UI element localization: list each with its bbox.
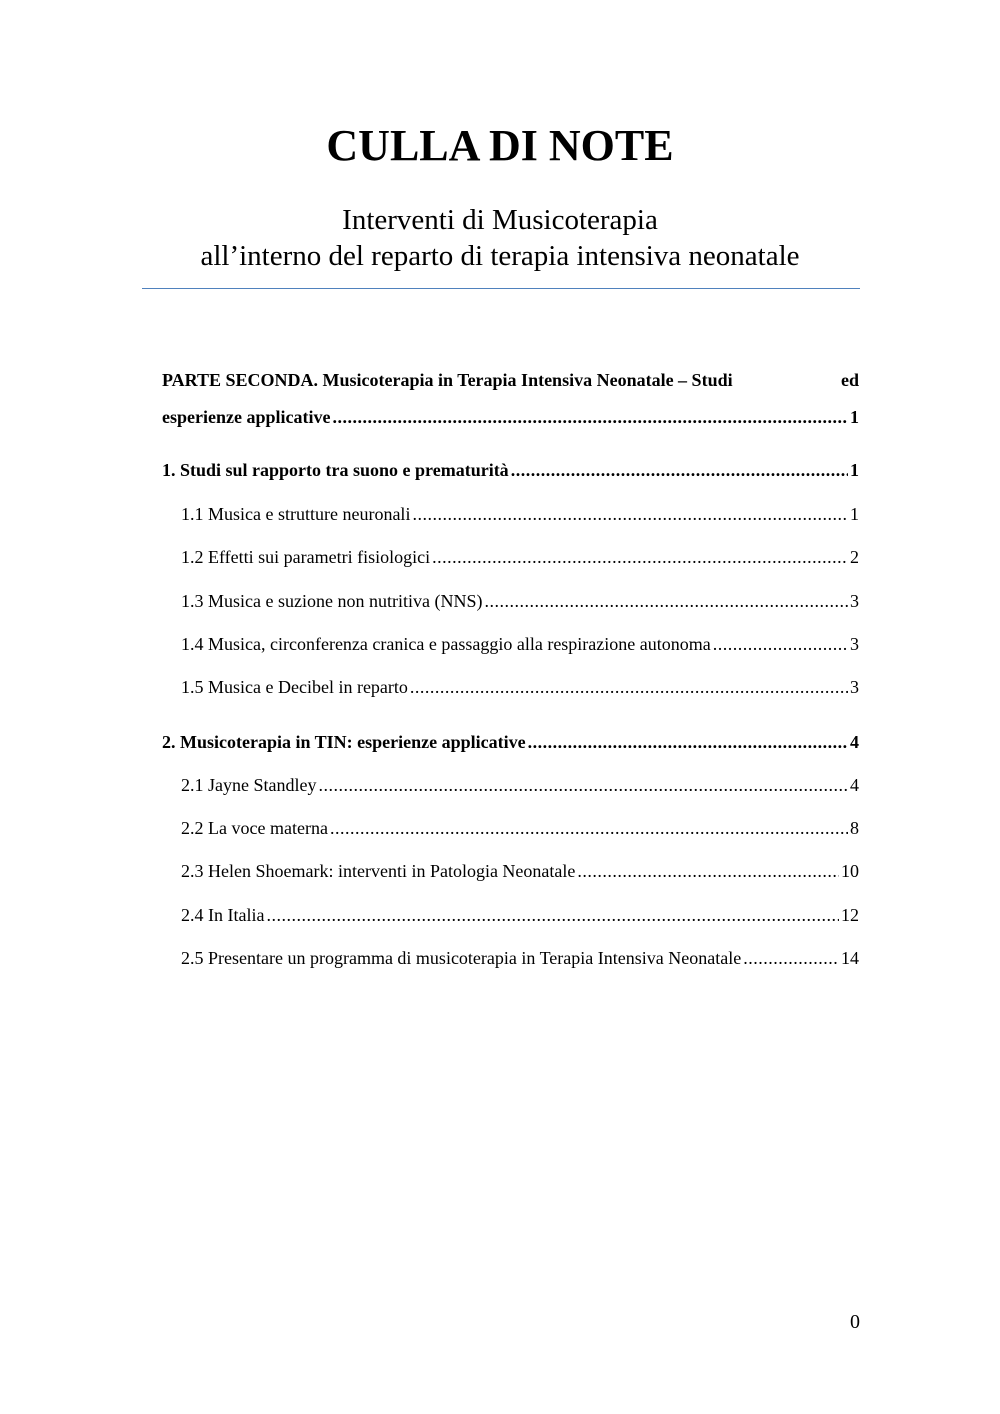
toc-entry-section-1-1[interactable]	[181, 502, 859, 526]
toc-entry-label: esperienze applicative	[162, 407, 331, 427]
toc-entry-page: 3	[850, 591, 859, 611]
toc-entry-label: 2.5 Presentare un programma di musicoterapia in Terapia Intensiva Neonatale	[181, 948, 742, 968]
toc-entry-page: 2	[850, 547, 859, 567]
toc-entry-page: 3	[850, 677, 859, 697]
toc-entry-label: 2.4 In Italia	[181, 905, 265, 925]
subtitle-line-1: Interventi di Musicoterapia	[342, 204, 658, 236]
toc-entry-section-2-2[interactable]	[181, 816, 859, 840]
toc-entry-page: 3	[850, 634, 859, 654]
toc-leader-dots	[528, 730, 848, 754]
toc-entry-label: 1.1 Musica e strutture neuronali	[181, 504, 411, 524]
toc-entry-page: 14	[841, 948, 859, 968]
toc-leader-dots	[484, 589, 848, 613]
toc-leader-dots	[713, 632, 848, 656]
toc-leader-dots	[266, 903, 839, 927]
toc-entry-page: 4	[850, 775, 859, 795]
toc-leader-dots	[577, 859, 839, 883]
toc-leader-dots	[743, 946, 839, 970]
toc-entry-label: 2. Musicoterapia in TIN: esperienze applicative	[162, 732, 526, 752]
toc-entry-label: 1. Studi sul rapporto tra suono e prematurità	[162, 460, 509, 480]
toc-entry-section-1-3[interactable]	[181, 589, 859, 613]
toc-leader-dots	[511, 458, 848, 482]
toc-entry-section-1-4[interactable]	[181, 632, 859, 656]
toc-entry-label: 2.3 Helen Shoemark: interventi in Patologia Neonatale	[181, 861, 576, 881]
toc-entry-page: 4	[850, 732, 859, 752]
toc-leader-dots	[332, 405, 848, 429]
toc-entry-label: 2.2 La voce materna	[181, 818, 328, 838]
toc-leader-dots	[330, 816, 848, 840]
toc-entry-page: 12	[841, 905, 859, 925]
toc-entry-chapter-1[interactable]	[162, 458, 859, 482]
toc-part-heading	[162, 368, 859, 392]
toc-entry-section-2-5[interactable]	[181, 946, 859, 970]
toc-entry-section-1-5[interactable]	[181, 675, 859, 699]
document-subtitle	[0, 202, 1000, 274]
toc-entry-page: 1	[850, 460, 859, 480]
toc-entry-section-2-4[interactable]	[181, 903, 859, 927]
toc-entry-page: 10	[841, 861, 859, 881]
toc-leader-dots	[432, 545, 848, 569]
toc-entry-label: 1.2 Effetti sui parametri fisiologici	[181, 547, 431, 567]
toc-leader-dots	[410, 675, 848, 699]
toc-entry-page: 1	[850, 504, 859, 524]
toc-part-heading-text: PARTE SECONDA. Musicoterapia in Terapia Intensiva Neonatale – Studi	[162, 370, 733, 390]
toc-entry-chapter-2[interactable]	[162, 730, 859, 754]
page-number: 0	[850, 1311, 860, 1333]
toc-entry-section-2-3[interactable]	[181, 859, 859, 883]
toc-entry-section-2-1[interactable]	[181, 773, 859, 797]
toc-entry-part[interactable]	[162, 405, 859, 429]
toc-entry-page: 8	[850, 818, 859, 838]
title-divider	[142, 288, 860, 289]
toc-part-heading-text-end: ed	[841, 370, 859, 390]
toc-entry-section-1-2[interactable]	[181, 545, 859, 569]
toc-entry-page: 1	[850, 407, 859, 427]
toc-entry-label: 2.1 Jayne Standley	[181, 775, 317, 795]
toc-entry-label: 1.3 Musica e suzione non nutritiva (NNS)	[181, 591, 483, 611]
toc-leader-dots	[412, 502, 848, 526]
subtitle-line-2: all’interno del reparto di terapia intensiva neonatale	[200, 240, 800, 272]
toc-entry-label: 1.4 Musica, circonferenza cranica e passaggio alla respirazione autonoma	[181, 634, 711, 654]
toc-entry-label: 1.5 Musica e Decibel in reparto	[181, 677, 408, 697]
document-title: CULLA DI NOTE	[326, 121, 674, 170]
toc-leader-dots	[318, 773, 848, 797]
